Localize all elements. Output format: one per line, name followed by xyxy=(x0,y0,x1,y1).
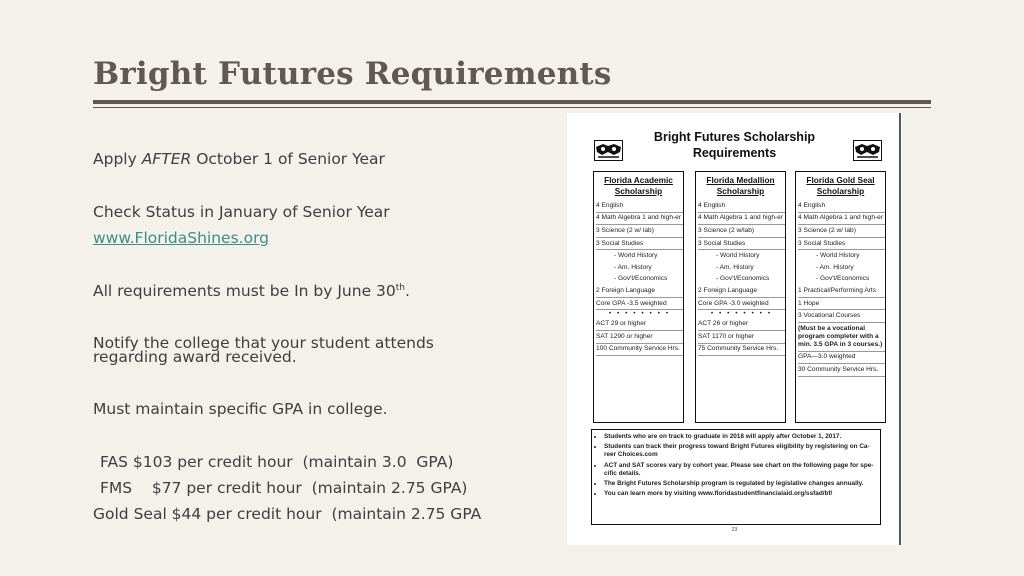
list-item: (Must be a vocational program completer with a min. 3.5 GPA in 3 courses.) xyxy=(798,323,885,352)
list-item: 4 English xyxy=(698,200,785,213)
document-title-line-2: Requirements xyxy=(692,146,777,160)
logo-right-icon xyxy=(853,140,882,161)
list-item: • You can learn more by visiting www.floridastudentfinancialaid.org/ssfad/bf/ xyxy=(604,490,876,498)
document-edge xyxy=(899,113,901,545)
list-item: • Students who are on track to graduate in 2018 will apply after October 1, 2017. xyxy=(604,433,876,441)
list-item: 30 Community Service Hrs. xyxy=(798,364,885,377)
list-item: 2 Foreign Language xyxy=(698,285,785,298)
list-item: 1 Hope xyxy=(798,298,885,311)
academic-heading xyxy=(594,175,683,197)
list-item: 3 Vocational Courses xyxy=(798,310,885,323)
apply-emphasis: AFTER xyxy=(141,150,192,168)
list-item: 4 Math Algebra 1 and high-er xyxy=(698,213,785,226)
list-item: ACT 29 or higher xyxy=(596,318,683,331)
list-item: 4 Math Algebra 1 and high-er xyxy=(596,213,683,226)
list-item: • The Bright Futures Scholarship program is regulated by legislative changes annually. xyxy=(604,480,876,488)
list-item: 3 Science (2 w/ lab) xyxy=(596,225,683,238)
medallion-heading xyxy=(696,175,785,197)
academic-heading-line-1: Florida Academic xyxy=(604,175,673,185)
list-item: - World History xyxy=(614,252,658,260)
list-item: - World History xyxy=(816,252,860,260)
medallion-scholarship-column xyxy=(695,171,786,423)
requirements-text: All requirements must be In by June 30 xyxy=(93,282,396,300)
list-item: - Gov't/Economics xyxy=(614,275,668,283)
check-status-line: Check Status in January of Senior Year xyxy=(93,203,390,221)
list-item: Core GPA -3.5 weighted xyxy=(596,298,683,311)
list-item: • Students can track their progress toward Bright Futures eligibility by registering on Ca-reer Choices.com xyxy=(604,443,876,459)
fms-line: FMS $77 per credit hour (maintain 2.75 GPA) xyxy=(100,479,468,497)
list-item: • • • • • • • • xyxy=(710,310,773,318)
list-item: - Gov't/Economics xyxy=(716,275,770,283)
list-item: 3 Social Studies xyxy=(698,238,785,251)
gold-seal-line: Gold Seal $44 per credit hour (maintain 2.75 GPA xyxy=(93,505,482,523)
apply-prefix: Apply xyxy=(93,150,137,168)
requirements-end: . xyxy=(405,282,410,300)
page-title: Bright Futures Requirements xyxy=(93,56,612,92)
requirements-sup: th xyxy=(395,282,405,293)
list-item: 3 Social Studies xyxy=(798,238,885,251)
academic-requirements-list xyxy=(594,200,683,356)
medallion-heading-line-2: Scholarship xyxy=(716,186,765,196)
medallion-heading-line-1: Florida Medallion xyxy=(706,175,775,185)
fas-line: FAS $103 per credit hour (maintain 3.0 GPA) xyxy=(100,453,454,471)
requirements-deadline-line xyxy=(93,282,410,300)
page-number: 23 xyxy=(731,527,738,533)
list-item: Core GPA -3.0 weighted xyxy=(698,298,785,311)
list-item: SAT 1170 or higher xyxy=(698,331,785,344)
list-item: - Am. History xyxy=(614,263,652,271)
list-item: 4 English xyxy=(596,200,683,213)
notify-line-1: Notify the college that your student attends xyxy=(93,334,434,352)
list-item: - Gov't/Economics xyxy=(816,275,870,283)
list-item: 3 Social Studies xyxy=(596,238,683,251)
list-item: • • • • • • • • xyxy=(608,310,671,318)
list-item: 75 Community Service Hrs. xyxy=(698,344,785,357)
medallion-requirements-list xyxy=(696,200,785,356)
list-item: 3 Science (2 w/lab) xyxy=(698,225,785,238)
academic-heading-line-2: Scholarship xyxy=(614,186,663,196)
list-item: - Am. History xyxy=(716,263,754,271)
gold-seal-heading xyxy=(796,175,885,197)
academic-scholarship-column xyxy=(593,171,684,423)
logo-left-icon xyxy=(594,140,623,161)
notes-box xyxy=(591,429,881,525)
list-item: 4 Math Algebra 1 and high-er xyxy=(798,213,885,226)
list-item: 4 English xyxy=(798,200,885,213)
document-title-line-1: Bright Futures Scholarship xyxy=(653,130,816,144)
list-item: 3 Science (2 w/ lab) xyxy=(798,225,885,238)
floridashines-link-text[interactable]: www.FloridaShines.org xyxy=(93,229,270,247)
gold-seal-heading-line-2: Scholarship xyxy=(816,186,865,196)
list-item: - World History xyxy=(716,252,760,260)
list-item: SAT 1290 or higher xyxy=(596,331,683,344)
list-item: 1 Practical/Performing Arts xyxy=(798,285,885,298)
floridashines-link[interactable] xyxy=(93,229,269,247)
list-item: 100 Community Service Hrs. xyxy=(596,344,683,357)
notify-line-2: regarding award received. xyxy=(93,348,297,366)
list-item: - Am. History xyxy=(816,263,854,271)
list-item: ACT 26 or higher xyxy=(698,318,785,331)
apply-suffix: October 1 of Senior Year xyxy=(196,150,385,168)
gold-seal-scholarship-column xyxy=(795,171,886,423)
title-divider-thin xyxy=(93,107,931,108)
gold-seal-heading-line-1: Florida Gold Seal xyxy=(806,175,875,185)
list-item: • ACT and SAT scores vary by cohort year. Please see chart on the following page for spe-cific details. xyxy=(604,462,876,478)
title-divider xyxy=(93,100,931,104)
requirements-document xyxy=(567,113,902,545)
maintain-gpa-line: Must maintain specific GPA in college. xyxy=(93,400,388,418)
gold-seal-requirements-list xyxy=(796,200,885,377)
list-item: GPA—3.0 weighted xyxy=(798,352,885,365)
list-item: 2 Foreign Language xyxy=(596,285,683,298)
notes-list xyxy=(592,433,876,498)
apply-line xyxy=(93,150,385,168)
